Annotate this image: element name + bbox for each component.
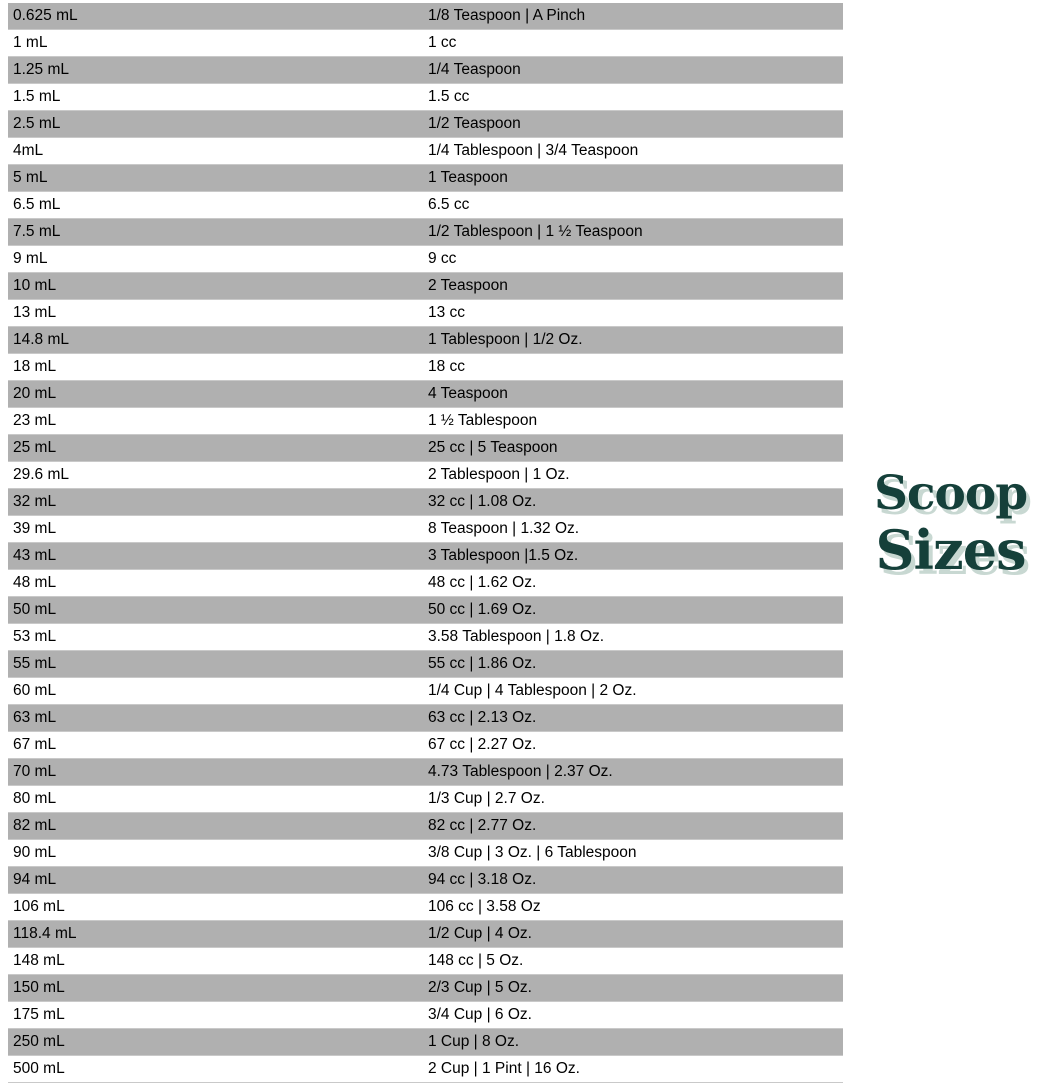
cell-volume: 18 mL [8,354,423,381]
table-row [8,651,843,678]
cell-equivalent: 1 Cup | 8 Oz. [423,1029,843,1056]
table-row [8,300,843,327]
cell-volume: 90 mL [8,840,423,867]
cell-equivalent: 6.5 cc [423,192,843,219]
cell-equivalent: 148 cc | 5 Oz. [423,948,843,975]
cell-volume: 82 mL [8,813,423,840]
cell-equivalent: 94 cc | 3.18 Oz. [423,867,843,894]
cell-equivalent: 3/8 Cup | 3 Oz. | 6 Tablespoon [423,840,843,867]
table-row [8,921,843,948]
table-row [8,246,843,273]
cell-equivalent: 1/4 Cup | 4 Tablespoon | 2 Oz. [423,678,843,705]
cell-volume: 106 mL [8,894,423,921]
cell-equivalent: 3/4 Cup | 6 Oz. [423,1002,843,1029]
cell-equivalent: 1/2 Cup | 4 Oz. [423,921,843,948]
table-row [8,570,843,597]
cell-equivalent: 67 cc | 2.27 Oz. [423,732,843,759]
table-row [8,84,843,111]
cell-volume: 55 mL [8,651,423,678]
cell-volume: 39 mL [8,516,423,543]
cell-volume: 1.5 mL [8,84,423,111]
cell-equivalent: 2 Teaspoon [423,273,843,300]
cell-volume: 7.5 mL [8,219,423,246]
logo-line-1: Scoop [873,466,1028,521]
cell-volume: 32 mL [8,489,423,516]
cell-equivalent: 1.5 cc [423,84,843,111]
table-row [8,597,843,624]
cell-volume: 14.8 mL [8,327,423,354]
table-row [8,489,843,516]
cell-equivalent: 32 cc | 1.08 Oz. [423,489,843,516]
cell-volume: 48 mL [8,570,423,597]
table-row [8,192,843,219]
cell-equivalent: 3 Tablespoon |1.5 Oz. [423,543,843,570]
cell-volume: 1.25 mL [8,57,423,84]
table-row [8,624,843,651]
cell-volume: 500 mL [8,1056,423,1083]
table-row [8,219,843,246]
table-row [8,948,843,975]
cell-equivalent: 4.73 Tablespoon | 2.37 Oz. [423,759,843,786]
cell-volume: 63 mL [8,705,423,732]
cell-volume: 0.625 mL [8,3,423,30]
cell-equivalent: 55 cc | 1.86 Oz. [423,651,843,678]
cell-equivalent: 2 Tablespoon | 1 Oz. [423,462,843,489]
cell-equivalent: 9 cc [423,246,843,273]
table-row [8,462,843,489]
cell-equivalent: 4 Teaspoon [423,381,843,408]
cell-equivalent: 3.58 Tablespoon | 1.8 Oz. [423,624,843,651]
table-row [8,111,843,138]
conversion-table [8,3,843,1083]
cell-equivalent: 2 Cup | 1 Pint | 16 Oz. [423,1056,843,1083]
cell-volume: 60 mL [8,678,423,705]
cell-volume: 70 mL [8,759,423,786]
cell-equivalent: 106 cc | 3.58 Oz [423,894,843,921]
cell-equivalent: 25 cc | 5 Teaspoon [423,435,843,462]
cell-volume: 43 mL [8,543,423,570]
logo-line-2: Sizes [875,518,1026,582]
cell-volume: 13 mL [8,300,423,327]
cell-volume: 175 mL [8,1002,423,1029]
cell-volume: 20 mL [8,381,423,408]
cell-equivalent: 1/2 Teaspoon [423,111,843,138]
table-row [8,1029,843,1056]
cell-volume: 148 mL [8,948,423,975]
table-row [8,381,843,408]
table-row [8,678,843,705]
table-row [8,57,843,84]
cell-volume: 4mL [8,138,423,165]
cell-volume: 94 mL [8,867,423,894]
cell-equivalent: 1 Teaspoon [423,165,843,192]
cell-volume: 53 mL [8,624,423,651]
table-row [8,975,843,1002]
scoop-sizes-logo [848,466,1053,600]
cell-equivalent: 2/3 Cup | 5 Oz. [423,975,843,1002]
table-row [8,3,843,30]
cell-equivalent: 1/4 Tablespoon | 3/4 Teaspoon [423,138,843,165]
table-row [8,759,843,786]
cell-equivalent: 8 Teaspoon | 1.32 Oz. [423,516,843,543]
table-row [8,516,843,543]
cell-equivalent: 18 cc [423,354,843,381]
cell-equivalent: 1 Tablespoon | 1/2 Oz. [423,327,843,354]
cell-volume: 9 mL [8,246,423,273]
cell-equivalent: 1 cc [423,30,843,57]
cell-volume: 50 mL [8,597,423,624]
table-row [8,165,843,192]
cell-equivalent: 1/3 Cup | 2.7 Oz. [423,786,843,813]
table-row [8,840,843,867]
cell-volume: 6.5 mL [8,192,423,219]
table-row [8,1056,843,1083]
cell-equivalent: 1/4 Teaspoon [423,57,843,84]
cell-volume: 250 mL [8,1029,423,1056]
cell-equivalent: 50 cc | 1.69 Oz. [423,597,843,624]
cell-volume: 67 mL [8,732,423,759]
cell-equivalent: 82 cc | 2.77 Oz. [423,813,843,840]
table-row [8,732,843,759]
table-row [8,705,843,732]
table-row [8,408,843,435]
cell-volume: 2.5 mL [8,111,423,138]
table-row [8,1002,843,1029]
cell-volume: 25 mL [8,435,423,462]
cell-equivalent: 48 cc | 1.62 Oz. [423,570,843,597]
cell-volume: 10 mL [8,273,423,300]
cell-equivalent: 1/2 Tablespoon | 1 ½ Teaspoon [423,219,843,246]
table-row [8,786,843,813]
cell-equivalent: 13 cc [423,300,843,327]
cell-equivalent: 63 cc | 2.13 Oz. [423,705,843,732]
table-row [8,867,843,894]
table-row [8,30,843,57]
cell-equivalent: 1 ½ Tablespoon [423,408,843,435]
cell-equivalent: 1/8 Teaspoon | A Pinch [423,3,843,30]
table-row [8,435,843,462]
table-row [8,894,843,921]
table-row [8,138,843,165]
cell-volume: 80 mL [8,786,423,813]
cell-volume: 5 mL [8,165,423,192]
table-row [8,354,843,381]
cell-volume: 150 mL [8,975,423,1002]
cell-volume: 1 mL [8,30,423,57]
cell-volume: 118.4 mL [8,921,423,948]
table-row [8,273,843,300]
cell-volume: 29.6 mL [8,462,423,489]
table-row [8,327,843,354]
cell-volume: 23 mL [8,408,423,435]
table-row [8,543,843,570]
table-row [8,813,843,840]
